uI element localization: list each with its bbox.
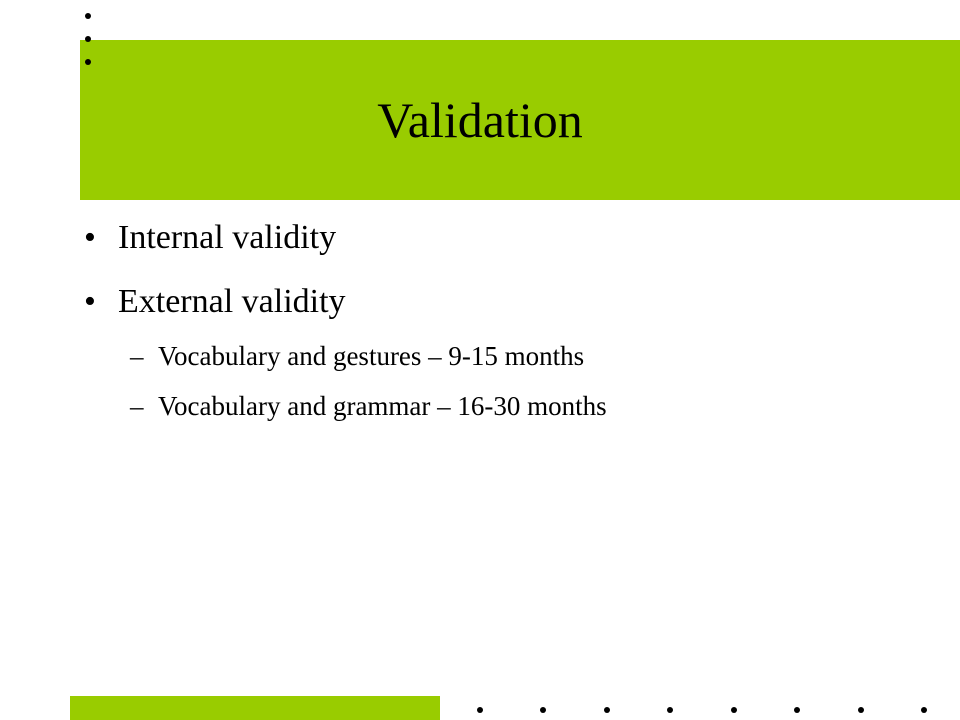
- slide-content: [84, 218, 924, 438]
- bottom-band: [70, 696, 440, 720]
- decorative-dot: [858, 707, 864, 713]
- bullet-item: [84, 218, 924, 258]
- sub-bullet-text: Vocabulary and gestures – 9-15 months: [158, 341, 585, 371]
- decorative-dot: [85, 59, 91, 65]
- bullet-marker: •: [84, 283, 96, 320]
- decorative-dot: [604, 707, 610, 713]
- decorative-dot: [85, 36, 91, 42]
- sub-bullet-item: [84, 388, 924, 424]
- decorative-dot: [540, 707, 546, 713]
- slide-title: Validation: [377, 92, 583, 148]
- decorative-dot: [794, 707, 800, 713]
- bullet-text: Internal validity: [118, 219, 337, 256]
- bullet-text: External validity: [118, 283, 346, 320]
- sub-bullet-list: [84, 338, 924, 424]
- bullet-item: [84, 282, 924, 322]
- decorative-dot: [85, 13, 91, 19]
- bullet-marker: •: [84, 219, 96, 256]
- sub-bullet-text: Vocabulary and grammar – 16-30 months: [158, 391, 607, 421]
- sub-bullet-marker: –: [130, 391, 144, 421]
- decorative-dot: [667, 707, 673, 713]
- decorative-dot: [731, 707, 737, 713]
- decorative-dot: [921, 707, 927, 713]
- decorative-dot: [477, 707, 483, 713]
- sub-bullet-marker: –: [130, 341, 144, 371]
- sub-bullet-item: [84, 338, 924, 374]
